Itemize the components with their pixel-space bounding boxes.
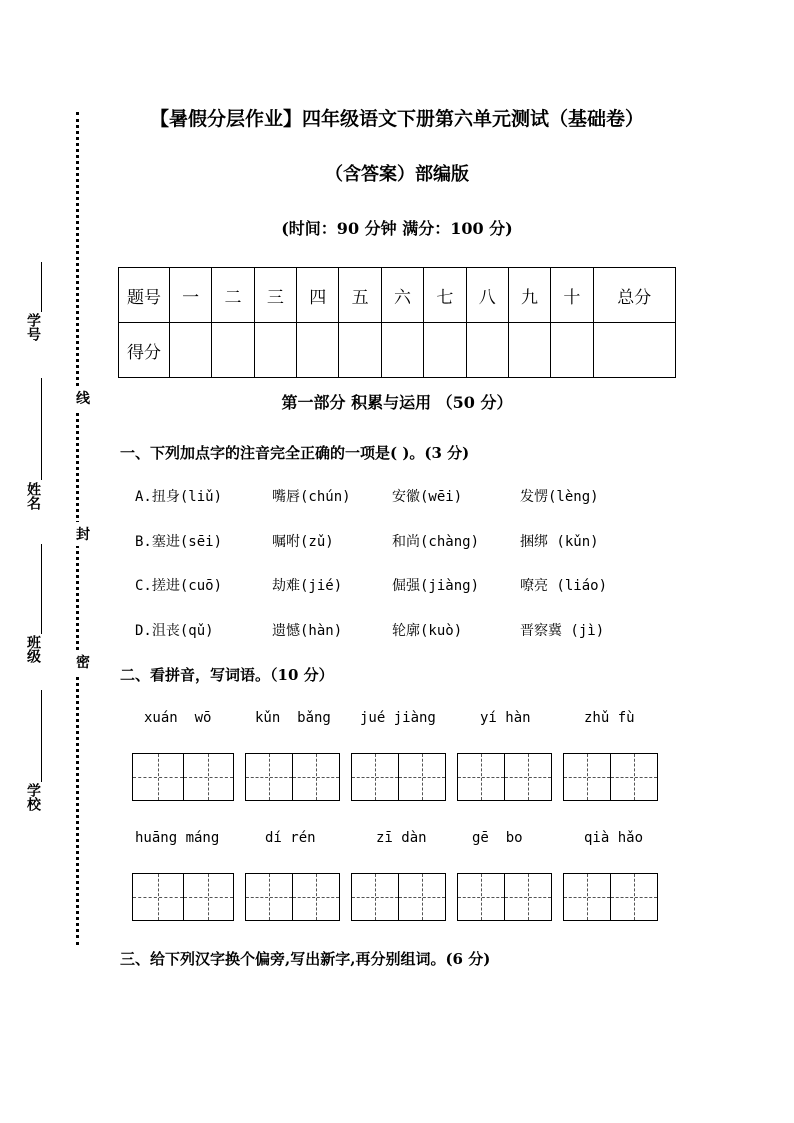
q1-option-c: C.搓进(cuō) [135, 578, 223, 594]
writing-grid[interactable] [132, 753, 234, 801]
pinyin-label: dí rén [265, 830, 316, 846]
writing-grid[interactable] [245, 873, 340, 921]
score-table-header-row [119, 268, 676, 323]
q1-option-item: 发愣(lèng) [520, 489, 599, 505]
pinyin-label: jué jiàng [360, 710, 436, 726]
pinyin-label: qià hǎo [584, 830, 644, 846]
score-cell[interactable] [297, 323, 339, 378]
student-number-label: 学号 [25, 313, 41, 341]
binding-mark-mi: 密 [76, 650, 90, 674]
q1-option-d: D.沮丧(qǔ) [135, 623, 214, 639]
score-cell[interactable] [170, 323, 212, 378]
q1-option-item: 劫难(jié) [272, 578, 343, 594]
pinyin-label: gē bo [472, 830, 523, 846]
table-cell: 十 [551, 268, 593, 323]
table-cell: 六 [381, 268, 423, 323]
time-info: (时间：90 分钟 满分：100 分) [281, 219, 513, 238]
table-cell: 题号 [119, 268, 170, 323]
page-title: 【暑假分层作业】四年级语文下册第六单元测试（基础卷） [149, 108, 644, 130]
student-number-line [41, 262, 42, 312]
q1-option-item: 捆绑 (kǔn) [520, 534, 599, 550]
score-table-score-row [119, 323, 676, 378]
binding-mark-xian: 线 [76, 386, 90, 410]
score-cell[interactable] [254, 323, 296, 378]
writing-grid[interactable] [351, 753, 446, 801]
writing-grid[interactable] [245, 753, 340, 801]
writing-grid[interactable] [457, 753, 552, 801]
class-line [41, 544, 42, 634]
pinyin-label: huāng máng [135, 830, 220, 846]
q1-option-item: 晋察冀 (jì) [520, 623, 605, 639]
page-subtitle: （含答案）部编版 [325, 164, 469, 185]
score-cell[interactable] [212, 323, 254, 378]
table-cell: 九 [508, 268, 550, 323]
score-cell[interactable] [339, 323, 381, 378]
score-cell[interactable] [593, 323, 675, 378]
score-table [118, 267, 676, 378]
writing-grid[interactable] [563, 873, 658, 921]
table-cell: 四 [297, 268, 339, 323]
pinyin-label: kǔn bǎng [255, 710, 331, 726]
part1-title: 第一部分 积累与运用 （50 分） [281, 393, 513, 412]
table-cell: 得分 [119, 323, 170, 378]
table-cell: 二 [212, 268, 254, 323]
name-label: 姓名 [25, 482, 41, 510]
writing-grid[interactable] [132, 873, 234, 921]
score-cell[interactable] [381, 323, 423, 378]
q1-option-item: 嘹亮 (liáo) [520, 578, 608, 594]
school-label: 学校 [25, 783, 41, 811]
q1-prompt: 一、下列加点字的注音完全正确的一项是( )。(3 分) [120, 444, 470, 462]
writing-grid[interactable] [351, 873, 446, 921]
q2-prompt: 二、看拼音，写词语。（10 分） [120, 666, 334, 684]
table-cell: 总分 [593, 268, 675, 323]
q1-option-item: 轮廓(kuò) [392, 623, 463, 639]
q1-option-item: 和尚(chàng) [392, 534, 480, 550]
score-cell[interactable] [424, 323, 466, 378]
writing-grid[interactable] [563, 753, 658, 801]
school-line [41, 690, 42, 782]
q1-option-item: 遗憾(hàn) [272, 623, 343, 639]
writing-grid[interactable] [457, 873, 552, 921]
q1-option-a: A.扭身(liǔ) [135, 489, 223, 505]
q1-option-item: 安徽(wēi) [392, 489, 463, 505]
pinyin-label: yí hàn [480, 710, 531, 726]
table-cell: 七 [424, 268, 466, 323]
table-cell: 五 [339, 268, 381, 323]
q1-option-b: B.塞进(sēi) [135, 534, 223, 550]
score-cell[interactable] [551, 323, 593, 378]
table-cell: 三 [254, 268, 296, 323]
pinyin-label: zī dàn [376, 830, 427, 846]
q1-option-item: 嘱咐(zǔ) [272, 534, 334, 550]
q3-prompt: 三、给下列汉字换个偏旁,写出新字,再分别组词。(6 分) [120, 950, 491, 968]
q1-option-item: 倔强(jiàng) [392, 578, 480, 594]
pinyin-label: zhǔ fù [584, 710, 635, 726]
class-label: 班级 [25, 635, 41, 663]
table-cell: 一 [170, 268, 212, 323]
q1-option-item: 嘴唇(chún) [272, 489, 351, 505]
score-cell[interactable] [508, 323, 550, 378]
score-cell[interactable] [466, 323, 508, 378]
table-cell: 八 [466, 268, 508, 323]
binding-mark-feng: 封 [76, 522, 90, 546]
pinyin-label: xuán wō [144, 710, 212, 726]
